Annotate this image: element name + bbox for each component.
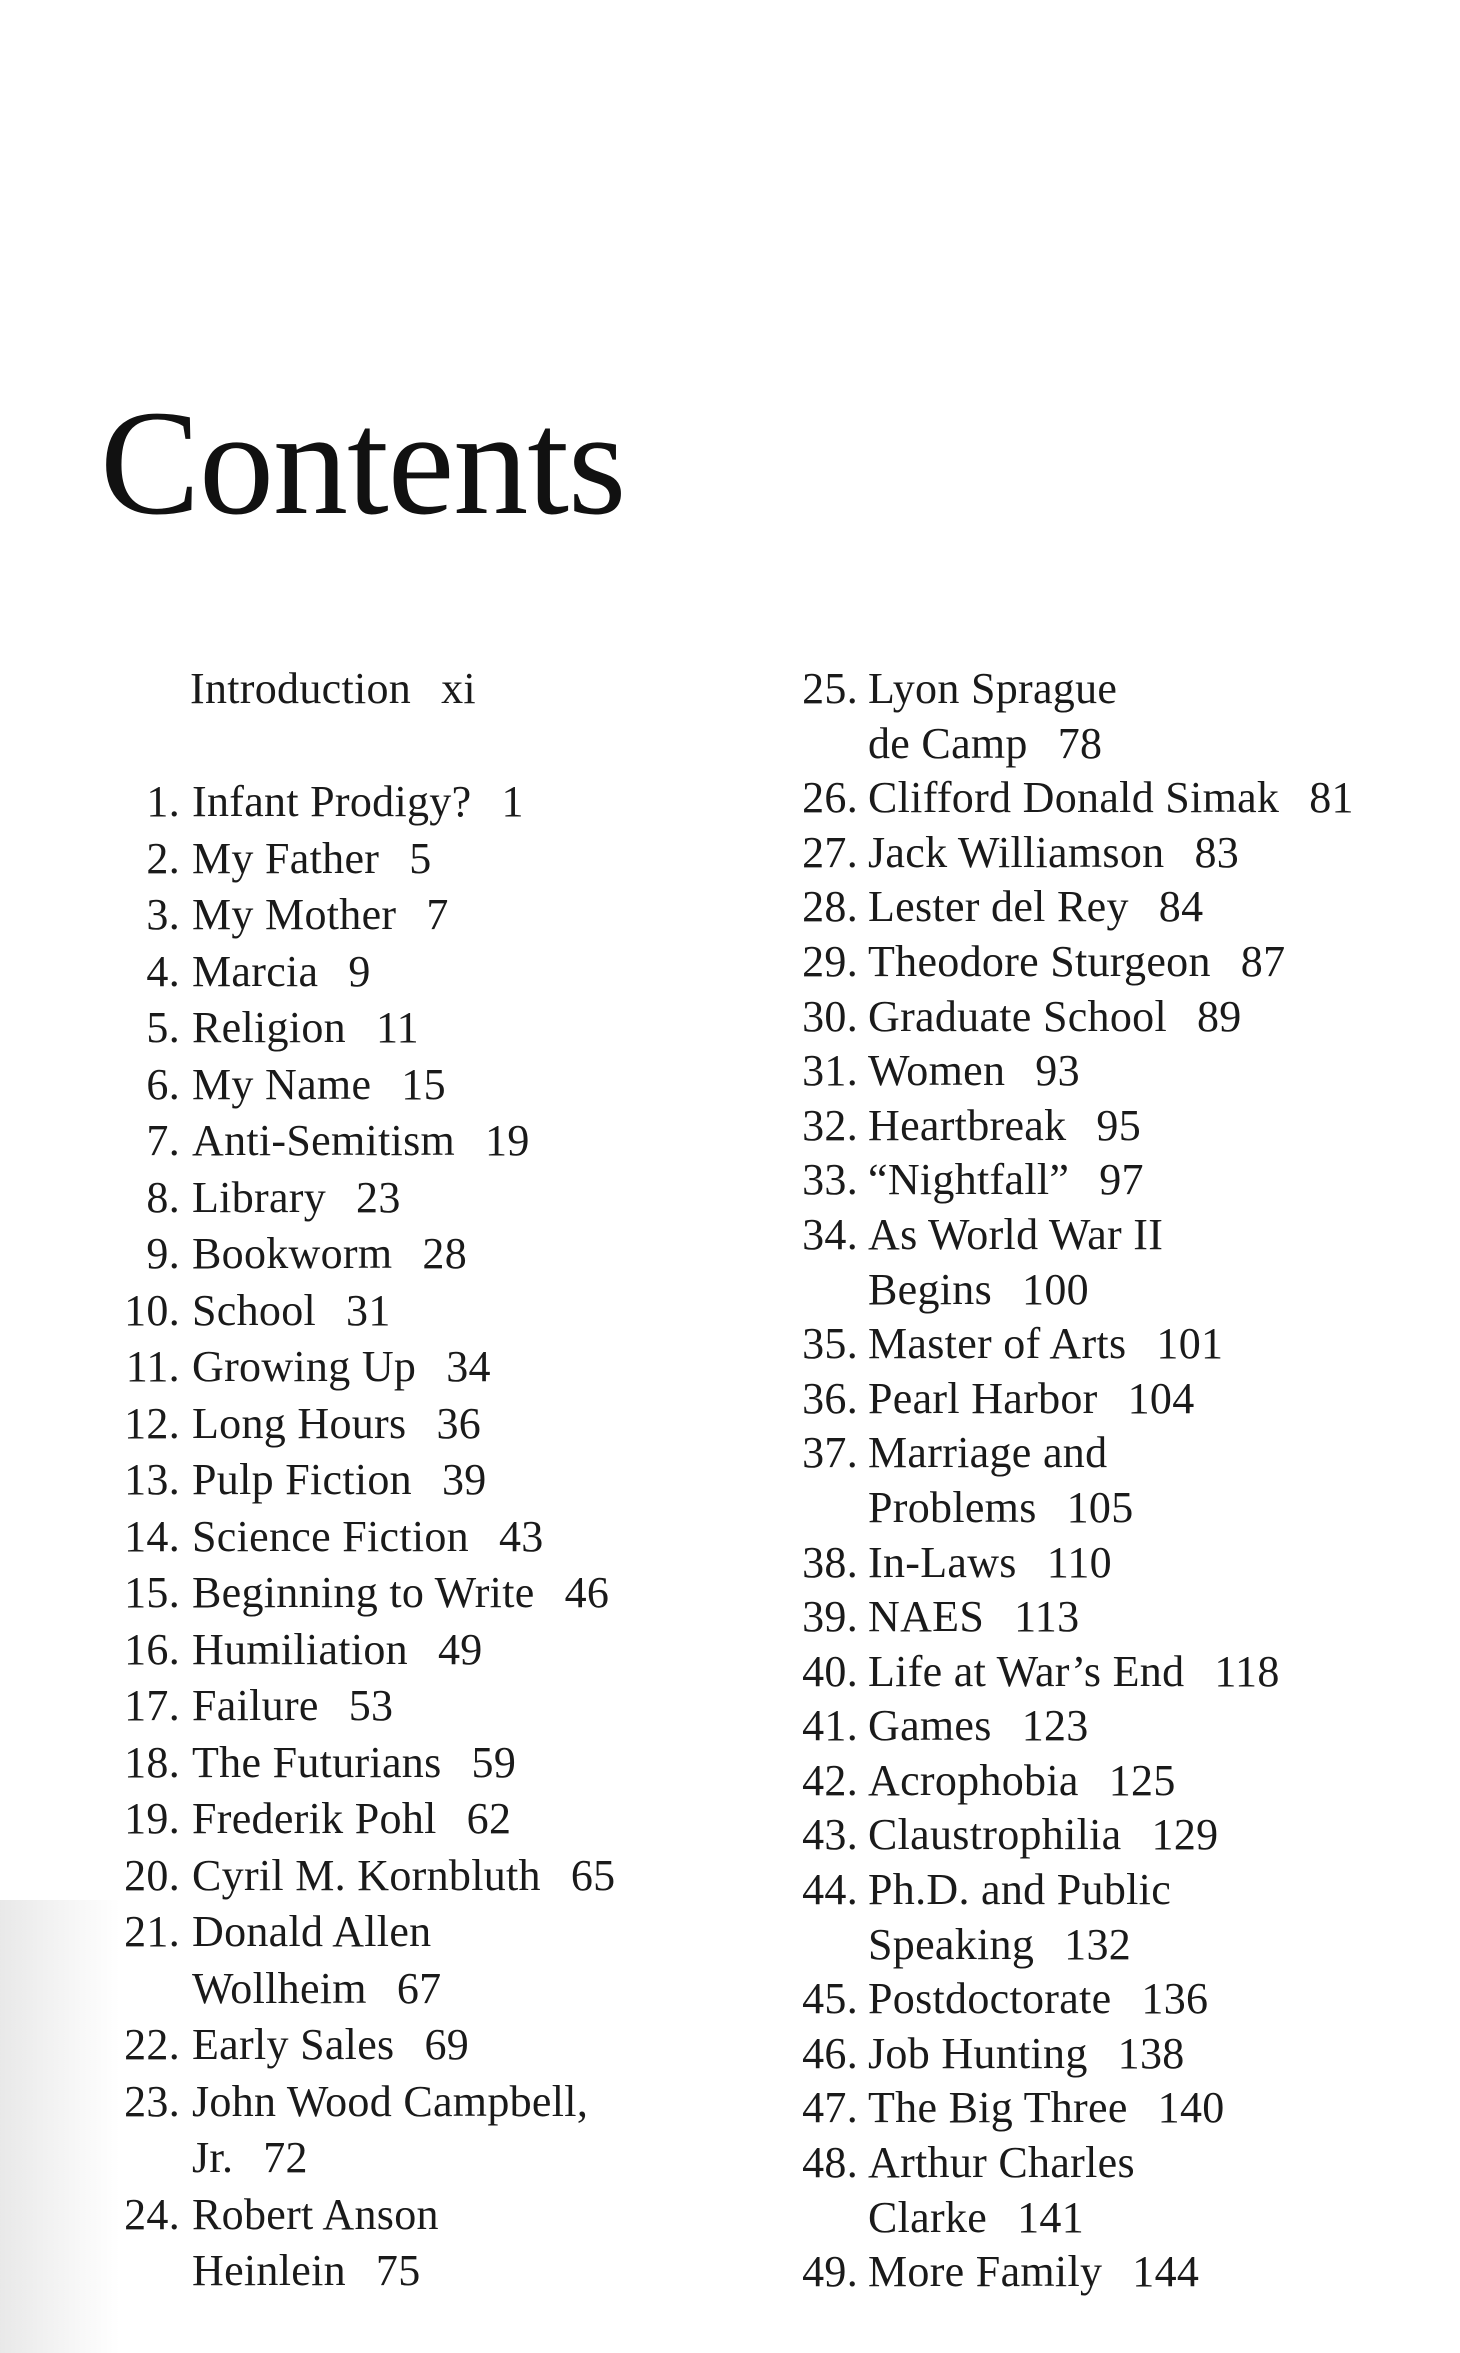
toc-entry-title-line	[868, 1863, 1171, 1918]
toc-entry-title-line	[192, 1679, 393, 1734]
toc-entry-page: 129	[1151, 1810, 1219, 1860]
toc-entry-number: 15.	[124, 1568, 180, 1617]
toc-entry-title-line	[192, 1284, 391, 1339]
toc-entry-page: 43	[499, 1511, 544, 1561]
toc-entry-page: 100	[1022, 1264, 1089, 1314]
toc-entry-page: 7	[426, 890, 449, 939]
toc-entry-title: John Wood Campbell,	[192, 2076, 589, 2126]
toc-entry-page: 89	[1196, 991, 1242, 1041]
toc-entry-number: 16.	[124, 1624, 180, 1674]
toc-entry-page: 75	[375, 2246, 421, 2295]
toc-entry-number: 5.	[146, 1003, 180, 1052]
toc-entry-number: 13.	[124, 1455, 180, 1504]
toc-entry-title-line	[868, 1918, 1131, 1973]
toc-entry-title: “Nightfall”	[868, 1155, 1070, 1205]
toc-entry-title: Robert Anson	[192, 2189, 439, 2239]
toc-entry-title: Religion	[192, 1003, 346, 1052]
toc-right-column	[730, 0, 1460, 2353]
toc-entry-title-line	[868, 1972, 1208, 2027]
toc-entry-title-line	[868, 1426, 1107, 1481]
toc-entry-number: 45.	[802, 1974, 858, 2024]
toc-entry-page: 19	[485, 1116, 530, 1165]
toc-entry-title: Master of Arts	[868, 1319, 1127, 1369]
toc-entry-title: Games	[868, 1701, 992, 1751]
toc-entry-title-line	[868, 1153, 1144, 1208]
toc-entry-title: Heinlein	[192, 2246, 346, 2295]
toc-entry-number: 34.	[802, 1209, 858, 1259]
toc-entry-page: 118	[1214, 1646, 1280, 1696]
toc-entry-title: Early Sales	[192, 2020, 395, 2069]
toc-entry-number: 48.	[802, 2138, 858, 2188]
toc-entry-page: 36	[436, 1398, 482, 1448]
toc-entry-title-line	[192, 1453, 487, 1508]
toc-entry-title: Marcia	[192, 946, 319, 996]
toc-entry-title-line	[868, 771, 1354, 826]
toc-entry-page: 140	[1157, 2083, 1225, 2133]
toc-entry-title: Wollheim	[192, 1963, 367, 2013]
toc-entry-number: 47.	[802, 2083, 858, 2133]
toc-entry-number: 33.	[802, 1155, 858, 1205]
toc-entry-number: 23.	[124, 2076, 180, 2126]
toc-entry-page: 34	[446, 1342, 491, 1391]
toc-entry-title-line	[868, 1699, 1089, 1754]
toc-entry-title-line	[192, 775, 524, 830]
toc-entry-title-line	[868, 1099, 1141, 1154]
toc-entry-title: Arthur Charles	[868, 2138, 1135, 2188]
toc-entry-title-line	[192, 1792, 511, 1847]
toc-entry-page: 97	[1099, 1155, 1144, 1205]
toc-entry-page: 93	[1035, 1046, 1080, 1096]
toc-introduction	[190, 662, 476, 716]
toc-entry-title-line	[192, 1962, 441, 2017]
toc-entry-title-line	[868, 935, 1285, 990]
toc-entry-title-line	[868, 1044, 1080, 1099]
toc-entry-number: 43.	[802, 1810, 858, 1860]
toc-entry-page: 49	[437, 1624, 483, 1674]
toc-entry-title: Lyon Sprague	[868, 664, 1118, 713]
toc-entry-page: 15	[401, 1059, 446, 1109]
toc-entry-title-line	[192, 1397, 481, 1452]
toc-entry-title: Frederik Pohl	[192, 1794, 437, 1843]
toc-entry-title-line	[192, 2244, 421, 2299]
toc-entry-title: Long Hours	[192, 1398, 407, 1448]
toc-entry-page: 31	[346, 1285, 391, 1335]
toc-entry-page: 84	[1158, 882, 1204, 932]
toc-entry-title-line	[192, 945, 371, 1000]
toc-entry-title: Cyril M. Kornbluth	[192, 1850, 541, 1900]
toc-entry-title-line	[868, 1372, 1195, 1427]
toc-entry-page: 132	[1064, 1919, 1132, 1969]
toc-entry-page: 53	[348, 1681, 394, 1730]
toc-entry-title-line	[192, 1510, 544, 1565]
toc-entry-title-line	[868, 1208, 1163, 1263]
toc-entry-number: 39.	[802, 1592, 858, 1642]
toc-entry-number: 49.	[802, 2247, 858, 2297]
toc-entry-title: In-Laws	[868, 1537, 1017, 1587]
toc-entry-title: Growing Up	[192, 1342, 417, 1391]
toc-entry-title-line	[192, 1623, 483, 1678]
toc-entry-title: Problems	[868, 1482, 1037, 1532]
toc-entry-title-line	[868, 2136, 1135, 2191]
toc-entry-title: Speaking	[868, 1919, 1035, 1969]
toc-entry-title-line	[192, 1905, 431, 1960]
toc-entry-title: Infant Prodigy?	[192, 777, 472, 826]
toc-entry-number: 25.	[802, 664, 858, 713]
toc-entry-title: Claustrophilia	[868, 1810, 1122, 1860]
toc-entry-number: 10.	[124, 1285, 180, 1335]
toc-entry-page: 65	[570, 1850, 616, 1900]
toc-entry-number: 17.	[124, 1681, 180, 1730]
toc-entry-title: My Mother	[192, 890, 397, 939]
toc-entry-number: 8.	[146, 1172, 180, 1222]
toc-entry-number: 26.	[802, 773, 858, 823]
toc-entry-number: 40.	[802, 1646, 858, 1696]
toc-entry-title: Science Fiction	[192, 1511, 469, 1561]
toc-entry-page: 110	[1046, 1537, 1112, 1587]
toc-entry-title-line	[868, 880, 1203, 935]
toc-entry-title: Beginning to Write	[192, 1568, 535, 1617]
toc-entry-page: 95	[1096, 1100, 1142, 1150]
toc-entry-page: 101	[1156, 1319, 1224, 1369]
page-title: Contents	[100, 380, 626, 546]
toc-entry-title-line	[868, 2081, 1225, 2136]
toc-entry-number: 19.	[124, 1794, 180, 1843]
toc-entry-number: 28.	[802, 882, 858, 932]
toc-entry-title: Pulp Fiction	[192, 1455, 412, 1504]
toc-entry-page: 123	[1021, 1701, 1089, 1751]
toc-entry-number: 44.	[802, 1865, 858, 1915]
toc-entry-number: 22.	[124, 2020, 180, 2069]
toc-entry-page: 69	[424, 2020, 470, 2069]
toc-entry-title-line	[192, 1227, 467, 1282]
toc-entry-title: My Father	[192, 833, 380, 883]
toc-entry-title-line	[868, 826, 1239, 881]
toc-entry-page: 39	[441, 1455, 487, 1504]
toc-entry-title-line	[192, 1340, 491, 1395]
toc-entry-title-line	[868, 1645, 1280, 1700]
toc-entry-title-line	[192, 2018, 469, 2073]
toc-entry-number: 4.	[146, 946, 180, 996]
toc-entry-title-line	[868, 2191, 1084, 2246]
toc-entry-title-line	[868, 1317, 1223, 1372]
toc-entry-title: Begins	[868, 1264, 993, 1314]
toc-entry-title-line	[192, 1058, 446, 1113]
toc-entry-number: 30.	[802, 991, 858, 1041]
toc-entry-title: Bookworm	[192, 1229, 393, 1278]
toc-entry-title: de Camp	[868, 718, 1028, 768]
toc-entry-number: 27.	[802, 827, 858, 877]
toc-entry-number: 1.	[146, 777, 180, 826]
toc-entry-page: 62	[466, 1794, 512, 1843]
toc-entry-number: 12.	[124, 1398, 180, 1448]
toc-entry-title-line	[192, 1736, 516, 1791]
toc-entry-title-line	[192, 2131, 308, 2186]
toc-entry-title-line	[192, 832, 432, 887]
toc-entry-number: 11.	[125, 1342, 180, 1391]
toc-entry-number: 35.	[802, 1319, 858, 1369]
toc-entry-number: 36.	[802, 1373, 858, 1423]
toc-entry-page: 113	[1014, 1592, 1080, 1642]
toc-entry-title: Lester del Rey	[868, 882, 1129, 932]
toc-entry-page: 1	[501, 777, 524, 826]
toc-entry-title: Clarke	[868, 2192, 988, 2242]
toc-entry-number: 6.	[146, 1059, 180, 1109]
toc-entry-title-line	[868, 1590, 1079, 1645]
toc-entry-page: 28	[422, 1229, 468, 1278]
toc-entry-title-line	[868, 1808, 1218, 1863]
toc-entry-title-line	[192, 888, 449, 943]
toc-entry-title: School	[192, 1285, 317, 1335]
toc-entry-number: 46.	[802, 2028, 858, 2078]
toc-entry-title: As World War II	[868, 1209, 1164, 1259]
toc-entry-number: 31.	[802, 1046, 858, 1096]
toc-entry-page: 9	[348, 946, 371, 996]
toc-entry-title-line	[868, 2027, 1185, 2082]
toc-entry-title-line	[192, 2188, 439, 2243]
toc-entry-title: NAES	[868, 1592, 985, 1642]
toc-entry-page: 136	[1141, 1974, 1209, 2024]
toc-entry-title: Clifford Donald Simak	[868, 773, 1280, 823]
toc-entry-title: Life at War’s End	[868, 1646, 1185, 1696]
toc-entry-title: Theodore Sturgeon	[868, 936, 1211, 986]
toc-entry-title: More Family	[868, 2247, 1103, 2297]
toc-entry-page: 81	[1309, 773, 1354, 823]
toc-entry-number: 18.	[124, 1737, 180, 1787]
toc-entry-page: 11	[375, 1003, 419, 1052]
toc-entry-title: Jack Williamson	[868, 827, 1165, 877]
toc-entry-number: 32.	[802, 1100, 858, 1150]
toc-entry-title: The Futurians	[192, 1737, 442, 1787]
toc-entry-number: 24.	[124, 2189, 180, 2239]
toc-introduction-page: xi	[441, 664, 476, 713]
toc-entry-title-line	[868, 2245, 1199, 2300]
toc-entry-title: Library	[192, 1172, 327, 1222]
toc-entry-title: The Big Three	[868, 2083, 1128, 2133]
toc-entry-number: 3.	[146, 890, 180, 939]
toc-entry-title: Postdoctorate	[868, 1974, 1112, 2024]
toc-entry-title: Women	[868, 1046, 1006, 1096]
toc-entry-page: 72	[263, 2133, 308, 2182]
toc-entry-number: 9.	[146, 1229, 180, 1278]
toc-entry-page: 125	[1108, 1755, 1176, 1805]
toc-entry-page: 78	[1057, 718, 1103, 768]
toc-entry-title: Donald Allen	[192, 1907, 432, 1956]
toc-entry-title-line	[868, 1754, 1176, 1809]
toc-entry-page: 83	[1194, 827, 1240, 877]
toc-entry-title-line	[192, 1171, 401, 1226]
toc-entry-title-line	[868, 717, 1102, 772]
toc-entry-title: Humiliation	[192, 1624, 408, 1674]
toc-entry-number: 29.	[802, 936, 858, 986]
toc-entry-page: 104	[1127, 1373, 1195, 1423]
toc-entry-page: 5	[409, 833, 432, 883]
toc-entry-number: 38.	[802, 1537, 858, 1587]
toc-entry-page: 138	[1117, 2028, 1185, 2078]
toc-entry-title: Anti-Semitism	[192, 1116, 456, 1165]
toc-entry-page: 141	[1017, 2192, 1084, 2242]
toc-entry-title: My Name	[192, 1059, 372, 1109]
toc-entry-number: 21.	[124, 1907, 180, 1956]
toc-entry-page: 46	[564, 1568, 610, 1617]
toc-entry-title: Job Hunting	[868, 2028, 1088, 2078]
toc-entry-number: 42.	[802, 1755, 858, 1805]
toc-entry-number: 37.	[802, 1428, 858, 1478]
toc-entry-number: 41.	[802, 1701, 858, 1751]
toc-entry-title: Marriage and	[868, 1428, 1108, 1478]
toc-introduction-label: Introduction	[190, 664, 412, 713]
toc-entry-number: 20.	[124, 1850, 180, 1900]
toc-entry-title-line	[868, 1263, 1089, 1318]
toc-entry-title: Heartbreak	[868, 1100, 1067, 1150]
toc-entry-title-line	[868, 1536, 1112, 1591]
toc-entry-title-line	[868, 662, 1117, 717]
toc-entry-title: Jr.	[192, 2133, 234, 2182]
toc-entry-page: 144	[1132, 2247, 1200, 2297]
toc-entry-page: 105	[1066, 1482, 1134, 1532]
toc-entry-title-line	[192, 2075, 588, 2130]
toc-entry-title-line	[192, 1849, 615, 1904]
toc-entry-title-line	[868, 1481, 1134, 1536]
toc-entry-title-line	[192, 1001, 419, 1056]
toc-entry-number: 2.	[146, 833, 180, 883]
toc-entry-page: 23	[356, 1172, 401, 1222]
toc-entry-page: 87	[1240, 936, 1286, 986]
toc-entry-title: Acrophobia	[868, 1755, 1079, 1805]
toc-entry-title-line	[192, 1566, 609, 1621]
toc-entry-title-line	[192, 1114, 530, 1169]
toc-entry-number: 7.	[146, 1116, 180, 1165]
toc-entry-title: Failure	[192, 1681, 319, 1730]
toc-entry-title-line	[868, 990, 1242, 1045]
toc-entry-title: Graduate School	[868, 991, 1167, 1041]
toc-entry-page: 67	[396, 1963, 442, 2013]
toc-entry-title: Ph.D. and Public	[868, 1865, 1172, 1915]
toc-entry-page: 59	[471, 1737, 517, 1787]
toc-entry-title: Pearl Harbor	[868, 1373, 1098, 1423]
toc-entry-number: 14.	[124, 1511, 180, 1561]
